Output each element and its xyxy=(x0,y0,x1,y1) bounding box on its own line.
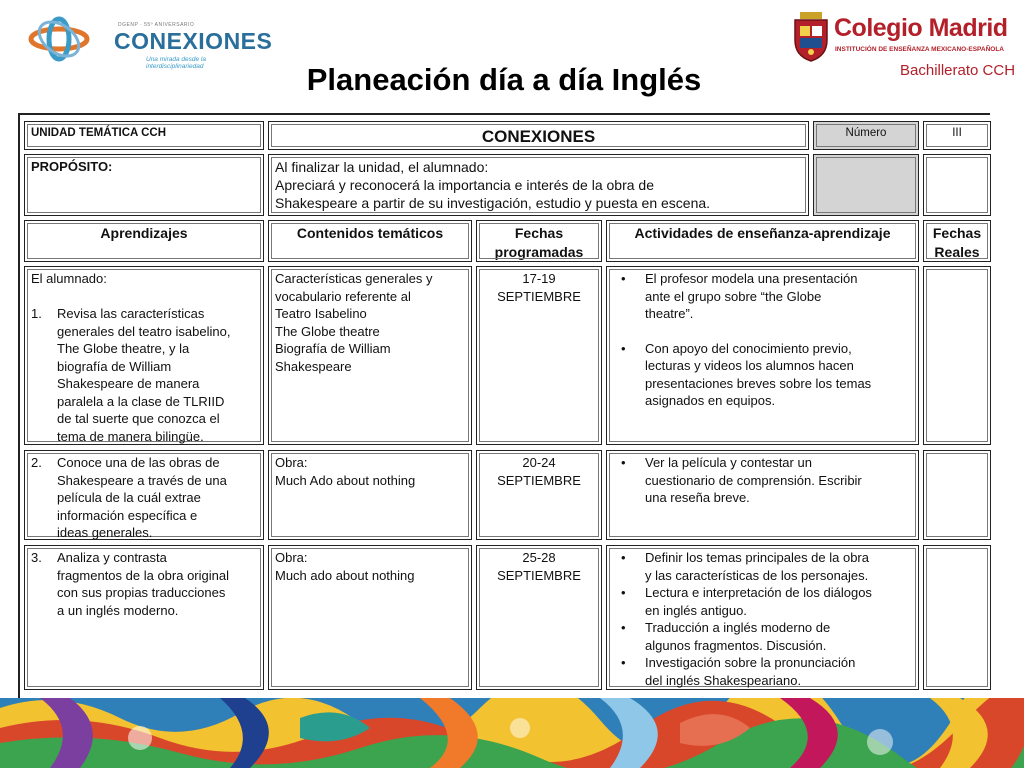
numero-label: Número xyxy=(813,121,919,150)
row-2-fecha: 20-24 SEPTIEMBRE xyxy=(476,450,602,540)
list-item: • Definir los temas principales de la obra y las características de los personajes. xyxy=(621,550,869,583)
row-3-actividades xyxy=(606,545,919,690)
proposito-label: PROPÓSITO: xyxy=(24,154,264,216)
colegio-madrid-name: Colegio Madrid xyxy=(834,14,1008,42)
decorative-mosaic-strip xyxy=(0,698,1024,768)
list-item: • Lectura e interpretación de los diálogos en inglés antiguo. xyxy=(621,585,872,618)
colegio-madrid-institution: INSTITUCIÓN DE ENSEÑANZA MEXICANO-ESPAÑOLA xyxy=(835,46,1005,53)
numero-value: III xyxy=(923,121,991,150)
header-actividades: Actividades de enseñanza-aprendizaje xyxy=(606,220,919,262)
page-title: Planeación día a día Inglés xyxy=(306,62,702,97)
header-fechas-reales: Fechas Reales xyxy=(923,220,991,262)
unidad-label: UNIDAD TEMÁTICA CCH xyxy=(24,121,264,150)
list-item: • El profesor modela una presentación ante el grupo sobre “the Globe theatre”. xyxy=(621,271,858,321)
row-2-actividades xyxy=(606,450,919,540)
row-2-contenido: Obra: Much Ado about nothing xyxy=(268,450,472,540)
row-3-aprendizaje: 3. Analiza y contrasta fragmentos de la obra original con sus propias traducciones a un inglés moderno. xyxy=(24,545,264,690)
unidad-value: CONEXIONES xyxy=(268,121,809,150)
row-1-actividades xyxy=(606,266,919,445)
list-item: • Con apoyo del conocimiento previo, lecturas y videos los alumnos hacen presentaciones breves sobre los temas asignados en equipos. xyxy=(621,340,872,408)
conexiones-logo-mark-icon xyxy=(28,16,90,62)
conexiones-subtitle: Una mirada desde la interdisciplinariedad xyxy=(146,56,206,70)
conexiones-tagline: DGENP · 55º ANIVERSARIO xyxy=(118,22,195,28)
row-1-fechas-reales xyxy=(923,266,991,445)
colegio-madrid-program: Bachillerato CCH xyxy=(900,62,1016,79)
header-contenidos: Contenidos temáticos xyxy=(268,220,472,262)
row-2-aprendizaje: 2. Conoce una de las obras de Shakespeare a través de una película de la cuál extrae información específica e ideas generales. xyxy=(24,450,264,540)
row-3-fecha: 25-28 SEPTIEMBRE xyxy=(476,545,602,690)
row-1-fecha: 17-19 SEPTIEMBRE xyxy=(476,266,602,445)
row-1-contenido: Características generales y vocabulario referente al Teatro Isabelino The Globe theatre Biografía de William Shakespeare xyxy=(268,266,472,445)
proposito-empty-box xyxy=(923,154,991,216)
row-1-aprendizaje: El alumnado: 1. Revisa las características generales del teatro isabelino, The Globe theatre, y la biografía de William Shakespeare de manera paralela a la clase de TLRIID de tal suerte que conozca el tema de manera bilingüe. xyxy=(24,266,264,445)
header-aprendizajes: Aprendizajes xyxy=(24,220,264,262)
list-item: • Investigación sobre la pronunciación del inglés Shakespeariano. xyxy=(621,655,856,688)
row-2-fechas-reales xyxy=(923,450,991,540)
proposito-grey-box xyxy=(813,154,919,216)
conexiones-name: CONEXIONES xyxy=(114,28,273,54)
list-item: • Traducción a inglés moderno de algunos fragmentos. Discusión. xyxy=(621,620,831,653)
row-3-fechas-reales xyxy=(923,545,991,690)
proposito-text: Al finalizar la unidad, el alumnado: Apreciará y reconocerá la importancia e interés de la obra de Shakespeare a partir de su investigación, estudio y puesta en escena. xyxy=(268,154,809,216)
header-fechas-programadas: Fechas programadas xyxy=(476,220,602,262)
list-item: • Ver la película y contestar un cuestionario de comprensión. Escribir una reseña breve. xyxy=(621,455,862,505)
row-3-contenido: Obra: Much ado about nothing xyxy=(268,545,472,690)
crest-icon xyxy=(792,12,830,62)
